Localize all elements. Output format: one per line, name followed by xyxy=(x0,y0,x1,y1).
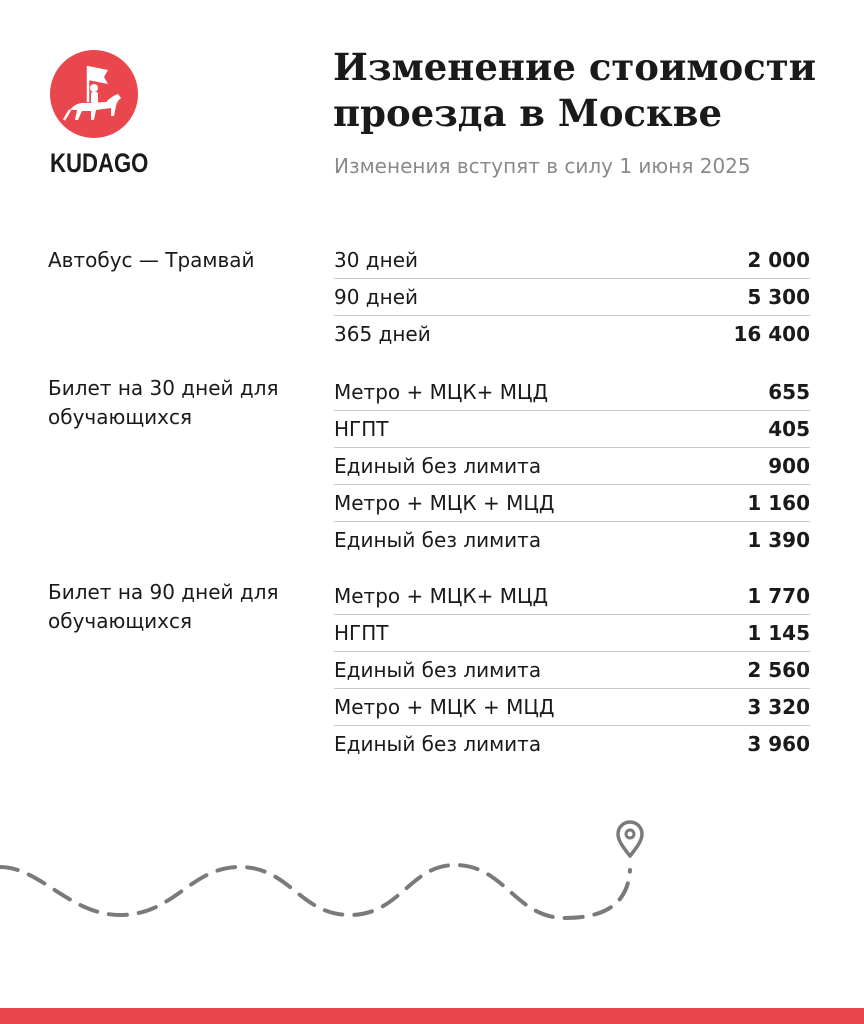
dashed-path xyxy=(0,865,630,918)
page-subtitle: Изменения вступят в силу 1 июня 2025 xyxy=(334,154,751,178)
row-name: НГПТ xyxy=(334,621,389,645)
price-list-30-days-students xyxy=(334,374,810,558)
group-label-90-days-students: Билет на 90 дней для обучающихся xyxy=(48,580,279,633)
row-name: Метро + МЦК + МЦД xyxy=(334,695,555,719)
table-row xyxy=(334,689,810,726)
row-price: 16 400 xyxy=(733,322,810,346)
page-title: Изменение стоимости проезда в Москве xyxy=(333,45,817,135)
row-name: Единый без лимита xyxy=(334,732,542,756)
table-row xyxy=(334,726,810,762)
row-price: 3 960 xyxy=(747,732,810,756)
row-name: Единый без лимита xyxy=(334,658,542,682)
row-name: Метро + МЦК+ МЦД xyxy=(334,380,549,404)
table-row xyxy=(334,242,810,279)
dashed-route-decoration xyxy=(0,815,864,935)
table-row xyxy=(334,279,810,316)
group-label-bus-tram: Автобус — Трамвай xyxy=(48,248,255,272)
horse-rider-flag-icon xyxy=(50,50,138,138)
table-row xyxy=(334,485,810,522)
table-row xyxy=(334,615,810,652)
map-pin-icon xyxy=(618,822,642,856)
price-list-bus-tram xyxy=(334,242,810,352)
table-row xyxy=(334,448,810,485)
table-row xyxy=(334,578,810,615)
row-price: 5 300 xyxy=(747,285,810,309)
table-row xyxy=(334,411,810,448)
row-price: 2 560 xyxy=(747,658,810,682)
group-label-30-days-students: Билет на 30 дней для обучающихся xyxy=(48,376,279,429)
price-list-90-days-students xyxy=(334,578,810,762)
row-name: 30 дней xyxy=(334,248,419,272)
row-price: 2 000 xyxy=(747,248,810,272)
table-row xyxy=(334,522,810,558)
table-row xyxy=(334,652,810,689)
row-price: 1 145 xyxy=(747,621,810,645)
row-name: Метро + МЦК+ МЦД xyxy=(334,584,549,608)
row-price: 405 xyxy=(768,417,810,441)
row-name: Единый без лимита xyxy=(334,454,542,478)
row-price: 3 320 xyxy=(747,695,810,719)
row-name: Метро + МЦК + МЦД xyxy=(334,491,555,515)
row-name: НГПТ xyxy=(334,417,389,441)
row-price: 655 xyxy=(768,380,810,404)
table-row xyxy=(334,316,810,352)
kudago-logo xyxy=(50,50,149,179)
row-name: 365 дней xyxy=(334,322,431,346)
row-price: 900 xyxy=(768,454,810,478)
bottom-accent-bar xyxy=(0,1008,864,1024)
row-name: 90 дней xyxy=(334,285,419,309)
table-row xyxy=(334,374,810,411)
row-price: 1 390 xyxy=(747,528,810,552)
row-name: Единый без лимита xyxy=(334,528,542,552)
row-price: 1 160 xyxy=(747,491,810,515)
row-price: 1 770 xyxy=(747,584,810,608)
brand-name: KUDAGO xyxy=(50,148,149,178)
